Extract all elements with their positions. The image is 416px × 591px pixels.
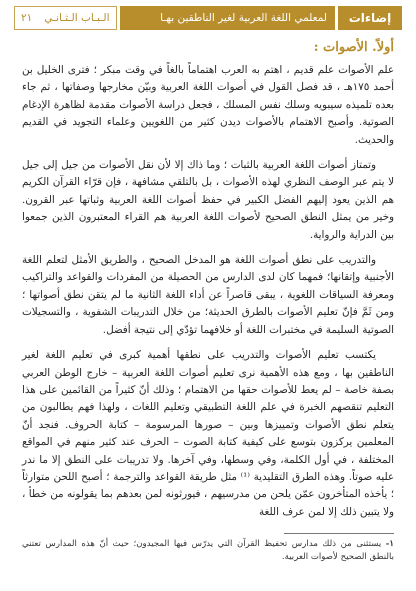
footnote-rule <box>284 533 394 534</box>
footnote <box>22 538 394 564</box>
paragraph: والتدريب على نطق أصوات اللغة هو المدخل الصحيح ، والطريق الأمثل لتعلم اللغة الأجنبية وإتقانها؛ فمهما كان لدى الدارس من الحصيلة من المفردات والقواعد والتراكيب ومعرفة السياقات اللغوية ، يبقى قاصراً عن أداء اللغة الثانية ما لم يتقن نطق أصواتها ؛ ومن ثَمَّ فإنّ تعليم الأصوات بالطرق الحديثة؛ من خلال التدريبات الشفوية ، والتسجيلات الصوتية السليمة في مختبرات اللغة أو خلافهما تؤدّي إلى نتيجة أفضل. <box>22 254 394 336</box>
footnotes <box>22 533 394 564</box>
section-heading: أولاً. الأصوات : <box>313 40 394 55</box>
main-content <box>22 36 394 556</box>
paragraph: وتمتاز أصوات اللغة العربية بالثبات ؛ وما ذاك إلا لأن نقل الأصوات من جيل إلى جيل لا يتم عبر الوصف النظري لهذه الأصوات ، بل بالتلقي مشافهة ، فإن قرّاء القرآن الكريم هم الذين يعود إليهم الفضل الكبير في حفظ أصوات اللغة العربية وثباتها عبر القرون. وخير من يمثل النطق الصحيح لأصوات اللغة العربية هم القراء المعتبرون الذين جمعوا بين الدراية والرواية. <box>22 159 394 241</box>
footnote-text: يستثنى من ذلك مدارس تحفيظ القرآن التي يدرّس فيها المجيدون؛ حيث أنّ هذه المدارس تعتني بالنطق الصحيح لأصوات العربية. <box>22 539 394 562</box>
page-number: ٢١ <box>21 12 33 24</box>
header-divider <box>335 6 338 30</box>
paragraph: علم الأصوات علم قديم ، اهتم به العرب اهتماماً بالغاً في وقت مبكر ؛ فترى الخليل بن أحمد ١٧٥هـ ، قد فصل القول في أصوات اللغة العربية وبيّن مخارجها وصفاتها ، ثم جاء بعده تلميذه سيبويه وسلك نفس المسلك ، فجعل دراسة الأصوات مقدمة لظاهرة الإدغام الصوتية. وأصبح الاهتمام بالأصوات ديدن كثير من اللغويين وعلماء التجويد في القديم والحديث. <box>22 64 394 146</box>
chapter-label: الـبـاب الـثـانـي <box>44 12 110 24</box>
book-title: لمعلمي اللغة العربية لغير الناطقين بهـا <box>120 6 335 30</box>
section-tab: إضاءات <box>338 6 402 30</box>
chapter-box <box>14 6 117 30</box>
paragraph: يكتسب تعليم الأصوات والتدريب على نطقها أهمية كبرى في تعليم اللغة لغير الناطقين بها ، ومع هذه الأهمية نرى تعليم أصوات اللغة العربية – خارج الوطن العربي بصفة خاصة – لم يعط للأصوات حقها من الاهتمام ؛ وذلك أنّ كثيراً من القائمين على هذا التعليم تنقصهم الخبرة في علم اللغة التطبيقي وتعليم اللغات ، ولهذا فهم يطالبون من يتعلم نطق الأصوات وتمييزها وبين – صورها المرسومة – كتابة الحروف. فنجد أنّ المعلمين يركزون بتوسع على كيفية كتابة الصوت – الحرف عند كثير منهم في المواقع المختلفة ، في أول الكلمة، وفي وسطها، وفي آخرها. ولا تدريبات على النطق إلا ما ندر عليه صوتاً. وهذه الطرق التقليدية ⁽¹⁾ مثل طريقة القواعد والترجمة ؛ أصبح اللحن متوارثاً ؛ يأخذه المتأخرون عمّن يلحن من مدرسيهم ، فيورثونه لمن بعدهم بما يقولونه من خطأ ، ولا يتبين ذلك إلا لمن عرف اللغة <box>22 349 394 518</box>
page-header <box>14 6 402 30</box>
footnote-number: ١- <box>385 539 394 549</box>
header-divider <box>117 6 120 30</box>
